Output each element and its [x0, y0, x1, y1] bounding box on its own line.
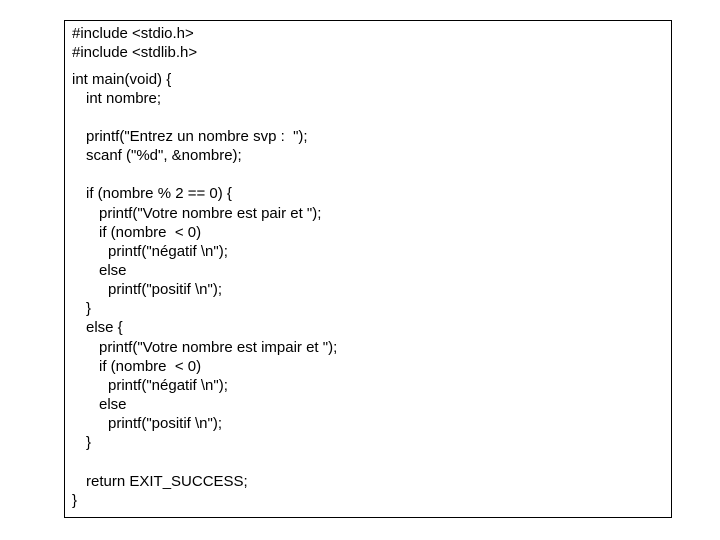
code-line: if (nombre % 2 == 0) {	[86, 185, 232, 202]
code-line: else	[99, 262, 127, 279]
code-line: return EXIT_SUCCESS;	[86, 473, 248, 490]
code-line: printf("Entrez un nombre svp : ");	[86, 128, 308, 145]
code-line: }	[86, 434, 92, 451]
code-line: scanf ("%d", &nombre);	[86, 147, 242, 164]
code-line: if (nombre < 0)	[99, 224, 202, 241]
code-line: else {	[86, 319, 123, 336]
code-line: #include <stdio.h>	[72, 25, 194, 42]
code-line: int nombre;	[86, 90, 162, 107]
code-line: }	[86, 300, 92, 317]
code-line: #include <stdlib.h>	[72, 44, 198, 61]
code-line: else	[99, 396, 127, 413]
code-line: if (nombre < 0)	[99, 358, 202, 375]
code-line: printf("Votre nombre est pair et ");	[99, 205, 322, 222]
code-line: int main(void) {	[72, 71, 172, 88]
code-line: printf("Votre nombre est impair et ");	[99, 339, 338, 356]
code-line: printf("positif \n");	[108, 415, 223, 432]
code-line: printf("négatif \n");	[108, 377, 228, 394]
code-line: }	[72, 492, 78, 509]
code-line: printf("positif \n");	[108, 281, 223, 298]
code-listing	[64, 20, 672, 518]
code-line: printf("négatif \n");	[108, 243, 228, 260]
